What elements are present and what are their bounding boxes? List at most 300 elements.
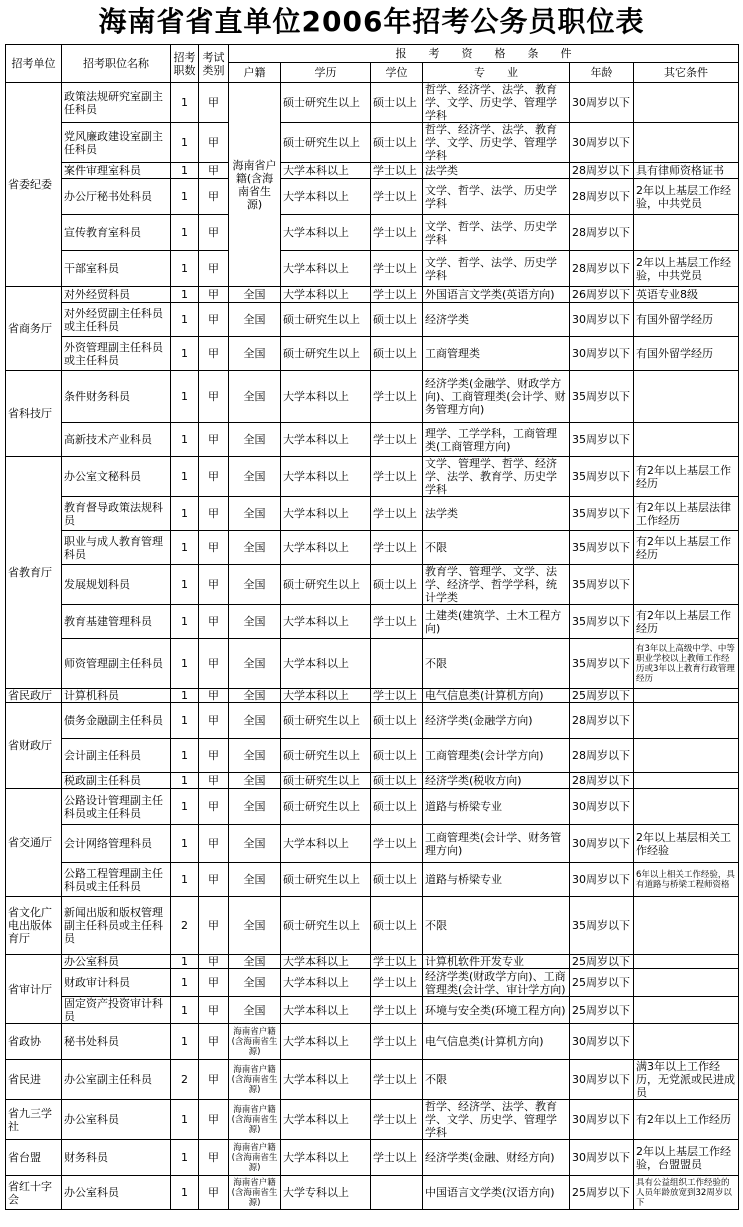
header-age: 年龄 xyxy=(570,63,634,83)
hukou-cell: 全国 xyxy=(229,337,281,371)
other-requirements-cell xyxy=(634,789,739,825)
education-cell: 大学本科以上 xyxy=(281,997,371,1024)
degree-cell: 学士以上 xyxy=(371,955,423,969)
major-cell: 不限 xyxy=(423,639,570,689)
position-count-cell: 1 xyxy=(171,215,199,251)
major-cell: 道路与桥梁专业 xyxy=(423,863,570,897)
hukou-cell: 全国 xyxy=(229,303,281,337)
degree-cell: 学士以上 xyxy=(371,997,423,1024)
age-cell: 35周岁以下 xyxy=(570,497,634,531)
position-count-cell: 2 xyxy=(171,1060,199,1100)
hukou-cell: 全国 xyxy=(229,703,281,739)
position-name-cell: 债务金融副主任科员 xyxy=(62,703,171,739)
exam-type-cell: 甲 xyxy=(199,371,229,423)
position-name-cell: 新闻出版和版权管理副主任科员或主任科员 xyxy=(62,897,171,955)
degree-cell: 学士以上 xyxy=(371,179,423,215)
table-row xyxy=(6,565,739,605)
degree-cell: 硕士以上 xyxy=(371,863,423,897)
major-cell: 哲学、经济学、法学、教育学、文学、历史学、管理学学科 xyxy=(423,123,570,163)
position-count-cell: 1 xyxy=(171,457,199,497)
position-name-cell: 师资管理副主任科员 xyxy=(62,639,171,689)
other-requirements-cell xyxy=(634,739,739,773)
degree-cell: 硕士以上 xyxy=(371,703,423,739)
degree-cell: 硕士以上 xyxy=(371,565,423,605)
major-cell: 文学、管理学、哲学、经济学、法学、教育学、历史学学科 xyxy=(423,457,570,497)
age-cell: 35周岁以下 xyxy=(570,531,634,565)
position-count-cell: 1 xyxy=(171,739,199,773)
exam-type-cell: 甲 xyxy=(199,739,229,773)
degree-cell: 学士以上 xyxy=(371,1060,423,1100)
hukou-cell: 全国 xyxy=(229,639,281,689)
degree-cell: 硕士以上 xyxy=(371,83,423,123)
position-name-cell: 职业与成人教育管理科员 xyxy=(62,531,171,565)
position-name-cell: 发展规划科员 xyxy=(62,565,171,605)
major-cell: 理学、工学学科，工商管理类(工商管理方向) xyxy=(423,423,570,457)
exam-type-cell: 甲 xyxy=(199,955,229,969)
age-cell: 30周岁以下 xyxy=(570,83,634,123)
position-name-cell: 教育督导政策法规科员 xyxy=(62,497,171,531)
other-requirements-cell xyxy=(634,773,739,789)
other-requirements-cell: 2年以上基层相关工作经验 xyxy=(634,825,739,863)
position-name-cell: 政策法规研究室副主任科员 xyxy=(62,83,171,123)
position-name-cell: 会计副主任科员 xyxy=(62,739,171,773)
age-cell: 28周岁以下 xyxy=(570,739,634,773)
table-row xyxy=(6,789,739,825)
table-row xyxy=(6,997,739,1024)
education-cell: 硕士研究生以上 xyxy=(281,739,371,773)
unit-name-cell: 省商务厅 xyxy=(6,287,62,371)
major-cell: 道路与桥梁专业 xyxy=(423,789,570,825)
age-cell: 28周岁以下 xyxy=(570,773,634,789)
age-cell: 35周岁以下 xyxy=(570,371,634,423)
table-row xyxy=(6,531,739,565)
age-cell: 30周岁以下 xyxy=(570,1024,634,1060)
degree-cell: 学士以上 xyxy=(371,969,423,997)
unit-name-cell: 省审计厅 xyxy=(6,955,62,1024)
table-row xyxy=(6,605,739,639)
exam-type-cell: 甲 xyxy=(199,1060,229,1100)
other-requirements-cell: 2年以上基层工作经验，中共党员 xyxy=(634,179,739,215)
positions-table xyxy=(5,44,739,1210)
education-cell: 大学本科以上 xyxy=(281,1060,371,1100)
age-cell: 35周岁以下 xyxy=(570,565,634,605)
position-name-cell: 党风廉政建设室副主任科员 xyxy=(62,123,171,163)
exam-type-cell: 甲 xyxy=(199,689,229,703)
age-cell: 30周岁以下 xyxy=(570,863,634,897)
age-cell: 35周岁以下 xyxy=(570,423,634,457)
exam-type-cell: 甲 xyxy=(199,1100,229,1140)
age-cell: 25周岁以下 xyxy=(570,955,634,969)
position-count-cell: 1 xyxy=(171,83,199,123)
unit-name-cell: 省文化广电出版体育厅 xyxy=(6,897,62,955)
table-row xyxy=(6,423,739,457)
education-cell: 硕士研究生以上 xyxy=(281,83,371,123)
other-requirements-cell: 满3年以上工作经历，无党派或民进成员 xyxy=(634,1060,739,1100)
degree-cell: 硕士以上 xyxy=(371,773,423,789)
age-cell: 25周岁以下 xyxy=(570,1176,634,1210)
exam-type-cell: 甲 xyxy=(199,457,229,497)
degree-cell: 学士以上 xyxy=(371,371,423,423)
age-cell: 25周岁以下 xyxy=(570,689,634,703)
header-other: 其它条件 xyxy=(634,63,739,83)
position-count-cell: 1 xyxy=(171,423,199,457)
major-cell: 工商管理类(会计学、财务管理方向) xyxy=(423,825,570,863)
other-requirements-cell: 2年以上基层工作经验，中共党员 xyxy=(634,251,739,287)
position-count-cell: 1 xyxy=(171,773,199,789)
age-cell: 30周岁以下 xyxy=(570,1100,634,1140)
other-requirements-cell xyxy=(634,371,739,423)
degree-cell xyxy=(371,639,423,689)
hukou-cell: 全国 xyxy=(229,997,281,1024)
degree-cell: 硕士以上 xyxy=(371,739,423,773)
position-name-cell: 高新技术产业科员 xyxy=(62,423,171,457)
hukou-cell: 海南省户籍(含海南省生源) xyxy=(229,83,281,287)
table-row xyxy=(6,497,739,531)
degree-cell xyxy=(371,1176,423,1210)
education-cell: 硕士研究生以上 xyxy=(281,303,371,337)
education-cell: 大学本科以上 xyxy=(281,1024,371,1060)
unit-name-cell: 省科技厅 xyxy=(6,371,62,457)
degree-cell: 学士以上 xyxy=(371,215,423,251)
position-count-cell: 1 xyxy=(171,863,199,897)
major-cell: 哲学、经济学、法学、教育学、文学、历史学、管理学学科 xyxy=(423,1100,570,1140)
major-cell: 电气信息类(计算机方向) xyxy=(423,1024,570,1060)
table-row xyxy=(6,773,739,789)
position-name-cell: 会计网络管理科员 xyxy=(62,825,171,863)
exam-type-cell: 甲 xyxy=(199,423,229,457)
position-count-cell: 1 xyxy=(171,789,199,825)
exam-type-cell: 甲 xyxy=(199,605,229,639)
hukou-cell: 海南省户籍(含海南省生源) xyxy=(229,1060,281,1100)
header-major: 专 业 xyxy=(423,63,570,83)
education-cell: 大学本科以上 xyxy=(281,497,371,531)
exam-type-cell: 甲 xyxy=(199,639,229,689)
hukou-cell: 全国 xyxy=(229,773,281,789)
position-name-cell: 宣传教育室科员 xyxy=(62,215,171,251)
age-cell: 30周岁以下 xyxy=(570,1140,634,1176)
hukou-cell: 全国 xyxy=(229,789,281,825)
other-requirements-cell xyxy=(634,123,739,163)
hukou-cell: 全国 xyxy=(229,457,281,497)
other-requirements-cell: 2年以上基层工作经验，台盟盟员 xyxy=(634,1140,739,1176)
position-count-cell: 1 xyxy=(171,251,199,287)
table-row xyxy=(6,303,739,337)
hukou-cell: 全国 xyxy=(229,565,281,605)
position-name-cell: 财务科员 xyxy=(62,1140,171,1176)
degree-cell: 学士以上 xyxy=(371,251,423,287)
education-cell: 大学本科以上 xyxy=(281,179,371,215)
position-count-cell: 1 xyxy=(171,303,199,337)
unit-name-cell: 省政协 xyxy=(6,1024,62,1060)
table-row xyxy=(6,123,739,163)
education-cell: 大学本科以上 xyxy=(281,251,371,287)
age-cell: 35周岁以下 xyxy=(570,457,634,497)
position-count-cell: 1 xyxy=(171,337,199,371)
position-count-cell: 1 xyxy=(171,163,199,179)
education-cell: 大学本科以上 xyxy=(281,1100,371,1140)
major-cell: 土建类(建筑学、土木工程方向) xyxy=(423,605,570,639)
header-education: 学历 xyxy=(281,63,371,83)
other-requirements-cell xyxy=(634,215,739,251)
other-requirements-cell: 具有公益组织工作经验的人员年龄放宽到32周岁以下 xyxy=(634,1176,739,1210)
unit-name-cell: 省教育厅 xyxy=(6,457,62,689)
exam-type-cell: 甲 xyxy=(199,773,229,789)
major-cell: 经济学类(税收方向) xyxy=(423,773,570,789)
exam-type-cell: 甲 xyxy=(199,303,229,337)
other-requirements-cell: 有国外留学经历 xyxy=(634,303,739,337)
table-row xyxy=(6,969,739,997)
position-name-cell: 公路设计管理副主任科员或主任科员 xyxy=(62,789,171,825)
age-cell: 30周岁以下 xyxy=(570,1060,634,1100)
position-name-cell: 财政审计科员 xyxy=(62,969,171,997)
position-count-cell: 1 xyxy=(171,287,199,303)
age-cell: 28周岁以下 xyxy=(570,703,634,739)
position-count-cell: 1 xyxy=(171,703,199,739)
education-cell: 大学本科以上 xyxy=(281,163,371,179)
page-title: 海南省省直单位2006年招考公务员职位表 xyxy=(98,5,645,38)
table-row xyxy=(6,83,739,123)
age-cell: 28周岁以下 xyxy=(570,215,634,251)
education-cell: 大学本科以上 xyxy=(281,423,371,457)
major-cell: 不限 xyxy=(423,531,570,565)
exam-type-cell: 甲 xyxy=(199,497,229,531)
table-row xyxy=(6,1176,739,1210)
education-cell: 硕士研究生以上 xyxy=(281,773,371,789)
table-row xyxy=(6,457,739,497)
age-cell: 35周岁以下 xyxy=(570,605,634,639)
hukou-cell: 全国 xyxy=(229,371,281,423)
unit-name-cell: 省民进 xyxy=(6,1060,62,1100)
age-cell: 30周岁以下 xyxy=(570,303,634,337)
position-count-cell: 1 xyxy=(171,179,199,215)
hukou-cell: 海南省户籍(含海南省生源) xyxy=(229,1024,281,1060)
table-row xyxy=(6,287,739,303)
degree-cell: 学士以上 xyxy=(371,689,423,703)
other-requirements-cell xyxy=(634,1024,739,1060)
position-name-cell: 教育基建管理科员 xyxy=(62,605,171,639)
other-requirements-cell xyxy=(634,565,739,605)
other-requirements-cell xyxy=(634,969,739,997)
header-count: 招考职数 xyxy=(171,45,199,83)
education-cell: 硕士研究生以上 xyxy=(281,565,371,605)
position-count-cell: 1 xyxy=(171,689,199,703)
other-requirements-cell xyxy=(634,897,739,955)
hukou-cell: 全国 xyxy=(229,423,281,457)
exam-type-cell: 甲 xyxy=(199,337,229,371)
education-cell: 硕士研究生以上 xyxy=(281,897,371,955)
position-name-cell: 税政副主任科员 xyxy=(62,773,171,789)
major-cell: 计算机软件开发专业 xyxy=(423,955,570,969)
position-count-cell: 1 xyxy=(171,997,199,1024)
position-name-cell: 办公室文秘科员 xyxy=(62,457,171,497)
position-count-cell: 1 xyxy=(171,565,199,605)
major-cell: 不限 xyxy=(423,1060,570,1100)
unit-name-cell: 省民政厅 xyxy=(6,689,62,703)
exam-type-cell: 甲 xyxy=(199,825,229,863)
major-cell: 经济学类(金融、财经方向) xyxy=(423,1140,570,1176)
table-row xyxy=(6,897,739,955)
major-cell: 法学类 xyxy=(423,497,570,531)
position-count-cell: 1 xyxy=(171,497,199,531)
age-cell: 35周岁以下 xyxy=(570,639,634,689)
degree-cell: 学士以上 xyxy=(371,531,423,565)
table-row xyxy=(6,1060,739,1100)
degree-cell: 学士以上 xyxy=(371,1140,423,1176)
table-row xyxy=(6,689,739,703)
other-requirements-cell: 有2年以上基层法律工作经历 xyxy=(634,497,739,531)
age-cell: 35周岁以下 xyxy=(570,897,634,955)
other-requirements-cell: 有2年以上基层工作经历 xyxy=(634,457,739,497)
hukou-cell: 全国 xyxy=(229,863,281,897)
exam-type-cell: 甲 xyxy=(199,1140,229,1176)
hukou-cell: 全国 xyxy=(229,897,281,955)
education-cell: 大学本科以上 xyxy=(281,457,371,497)
position-count-cell: 2 xyxy=(171,897,199,955)
unit-name-cell: 省红十字会 xyxy=(6,1176,62,1210)
other-requirements-cell: 有3年以上高级中学、中等职业学校以上教师工作经历或3年以上教育行政管理经历 xyxy=(634,639,739,689)
table-body xyxy=(6,83,739,1210)
degree-cell: 学士以上 xyxy=(371,163,423,179)
hukou-cell: 海南省户籍(含海南省生源) xyxy=(229,1176,281,1210)
position-name-cell: 办公室科员 xyxy=(62,955,171,969)
degree-cell: 学士以上 xyxy=(371,1100,423,1140)
table-row xyxy=(6,251,739,287)
other-requirements-cell: 具有律师资格证书 xyxy=(634,163,739,179)
other-requirements-cell xyxy=(634,703,739,739)
exam-type-cell: 甲 xyxy=(199,1176,229,1210)
other-requirements-cell xyxy=(634,423,739,457)
degree-cell: 硕士以上 xyxy=(371,789,423,825)
degree-cell: 学士以上 xyxy=(371,1024,423,1060)
table-row xyxy=(6,955,739,969)
table-row xyxy=(6,1024,739,1060)
table-row xyxy=(6,371,739,423)
position-name-cell: 办公室科员 xyxy=(62,1100,171,1140)
position-name-cell: 条件财务科员 xyxy=(62,371,171,423)
exam-type-cell: 甲 xyxy=(199,789,229,825)
major-cell: 经济学类(金融学、财政学方向)、工商管理类(会计学、财务管理方向) xyxy=(423,371,570,423)
table-row xyxy=(6,825,739,863)
education-cell: 硕士研究生以上 xyxy=(281,337,371,371)
age-cell: 30周岁以下 xyxy=(570,123,634,163)
education-cell: 大学本科以上 xyxy=(281,371,371,423)
unit-name-cell: 省台盟 xyxy=(6,1140,62,1176)
header-hukou: 户籍 xyxy=(229,63,281,83)
exam-type-cell: 甲 xyxy=(199,179,229,215)
table-row xyxy=(6,1140,739,1176)
position-count-cell: 1 xyxy=(171,531,199,565)
degree-cell: 学士以上 xyxy=(371,457,423,497)
education-cell: 大学本科以上 xyxy=(281,605,371,639)
education-cell: 大学本科以上 xyxy=(281,825,371,863)
age-cell: 25周岁以下 xyxy=(570,969,634,997)
education-cell: 大学本科以上 xyxy=(281,955,371,969)
exam-type-cell: 甲 xyxy=(199,863,229,897)
header-unit: 招考单位 xyxy=(6,45,62,83)
header-degree: 学位 xyxy=(371,63,423,83)
exam-type-cell: 甲 xyxy=(199,163,229,179)
education-cell: 大学本科以上 xyxy=(281,639,371,689)
position-name-cell: 固定资产投资审计科员 xyxy=(62,997,171,1024)
exam-type-cell: 甲 xyxy=(199,897,229,955)
position-count-cell: 1 xyxy=(171,371,199,423)
position-name-cell: 对外经贸科员 xyxy=(62,287,171,303)
major-cell: 文学、哲学、法学、历史学学科 xyxy=(423,215,570,251)
position-count-cell: 1 xyxy=(171,955,199,969)
education-cell: 硕士研究生以上 xyxy=(281,789,371,825)
hukou-cell: 全国 xyxy=(229,689,281,703)
table-row xyxy=(6,163,739,179)
position-name-cell: 干部室科员 xyxy=(62,251,171,287)
major-cell: 工商管理类(会计学方向) xyxy=(423,739,570,773)
degree-cell: 学士以上 xyxy=(371,605,423,639)
table-row xyxy=(6,215,739,251)
education-cell: 大学本科以上 xyxy=(281,1140,371,1176)
hukou-cell: 海南省户籍(含海南省生源) xyxy=(229,1100,281,1140)
unit-name-cell: 省九三学社 xyxy=(6,1100,62,1140)
position-name-cell: 计算机科员 xyxy=(62,689,171,703)
education-cell: 大学本科以上 xyxy=(281,689,371,703)
position-count-cell: 1 xyxy=(171,123,199,163)
unit-name-cell: 省财政厅 xyxy=(6,703,62,789)
hukou-cell: 海南省户籍(含海南省生源) xyxy=(229,1140,281,1176)
position-count-cell: 1 xyxy=(171,1176,199,1210)
other-requirements-cell xyxy=(634,689,739,703)
table-row xyxy=(6,703,739,739)
position-name-cell: 外资管理副主任科员或主任科员 xyxy=(62,337,171,371)
header-position: 招考职位名称 xyxy=(62,45,171,83)
age-cell: 30周岁以下 xyxy=(570,789,634,825)
table-row xyxy=(6,863,739,897)
major-cell: 环境与安全类(环境工程方向) xyxy=(423,997,570,1024)
education-cell: 硕士研究生以上 xyxy=(281,123,371,163)
hukou-cell: 全国 xyxy=(229,531,281,565)
exam-type-cell: 甲 xyxy=(199,531,229,565)
hukou-cell: 全国 xyxy=(229,287,281,303)
education-cell: 硕士研究生以上 xyxy=(281,703,371,739)
position-name-cell: 办公厅秘书处科员 xyxy=(62,179,171,215)
table-row xyxy=(6,179,739,215)
exam-type-cell: 甲 xyxy=(199,969,229,997)
age-cell: 30周岁以下 xyxy=(570,825,634,863)
hukou-cell: 全国 xyxy=(229,955,281,969)
exam-type-cell: 甲 xyxy=(199,703,229,739)
other-requirements-cell xyxy=(634,83,739,123)
exam-type-cell: 甲 xyxy=(199,1024,229,1060)
education-cell: 大学本科以上 xyxy=(281,531,371,565)
position-count-cell: 1 xyxy=(171,605,199,639)
other-requirements-cell: 有2年以上工作经历 xyxy=(634,1100,739,1140)
other-requirements-cell: 6年以上相关工作经验，具有道路与桥梁工程师资格 xyxy=(634,863,739,897)
hukou-cell: 全国 xyxy=(229,739,281,773)
major-cell: 中国语言文学类(汉语方向) xyxy=(423,1176,570,1210)
education-cell: 大学本科以上 xyxy=(281,287,371,303)
position-count-cell: 1 xyxy=(171,1140,199,1176)
major-cell: 电气信息类(计算机方向) xyxy=(423,689,570,703)
position-count-cell: 1 xyxy=(171,1100,199,1140)
hukou-cell: 全国 xyxy=(229,969,281,997)
position-name-cell: 公路工程管理副主任科员或主任科员 xyxy=(62,863,171,897)
position-name-cell: 办公室科员 xyxy=(62,1176,171,1210)
age-cell: 28周岁以下 xyxy=(570,163,634,179)
table-row xyxy=(6,337,739,371)
education-cell: 硕士研究生以上 xyxy=(281,863,371,897)
age-cell: 26周岁以下 xyxy=(570,287,634,303)
age-cell: 25周岁以下 xyxy=(570,997,634,1024)
position-name-cell: 秘书处科员 xyxy=(62,1024,171,1060)
unit-name-cell: 省交通厅 xyxy=(6,789,62,897)
degree-cell: 硕士以上 xyxy=(371,337,423,371)
